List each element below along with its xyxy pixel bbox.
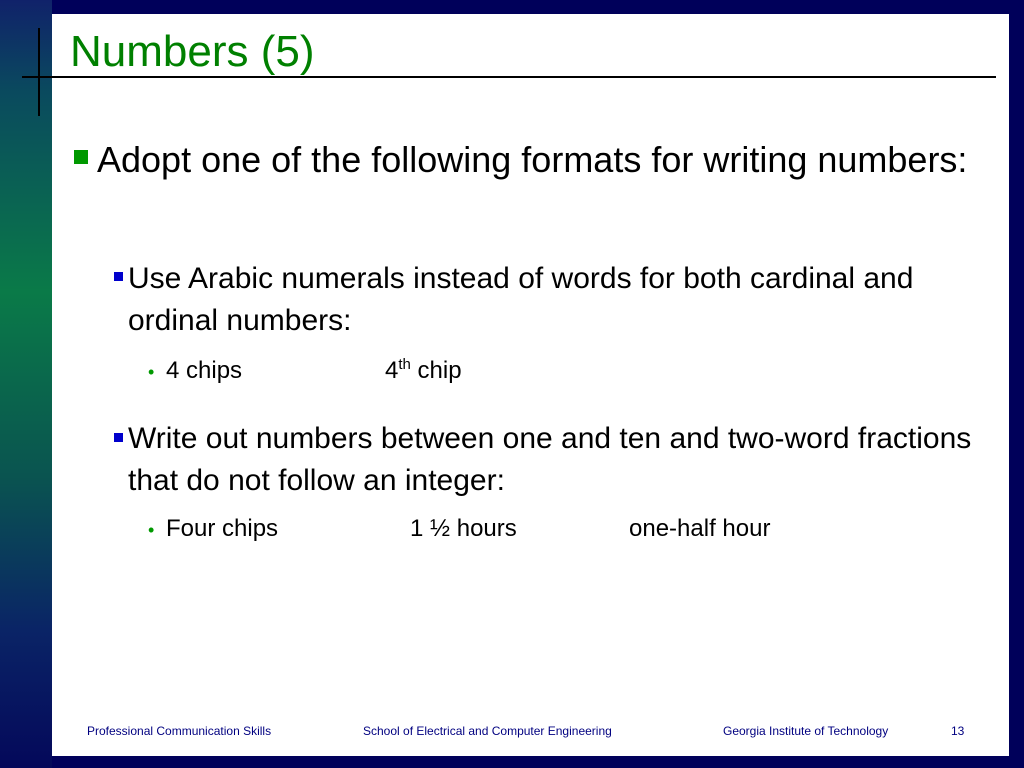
example-cardinal: 4 chips bbox=[166, 357, 243, 384]
slide-title: Numbers (5) bbox=[70, 27, 315, 76]
footer-school: School of Electrical and Computer Engineering bbox=[363, 724, 612, 738]
bullet-dot-icon: • bbox=[148, 520, 155, 540]
example-two-word-fraction: one-half hour bbox=[629, 515, 771, 542]
page-number: 13 bbox=[951, 724, 965, 738]
subpoint-text-2: Write out numbers between one and ten and two-word fractions that do not follow an integer: bbox=[128, 422, 972, 497]
bullet-dot-icon: • bbox=[148, 362, 155, 382]
ordinal-number: 4 bbox=[385, 357, 399, 384]
ordinal-word: chip bbox=[417, 357, 462, 384]
footer-course: Professional Communication Skills bbox=[87, 724, 272, 738]
footer-institute: Georgia Institute of Technology bbox=[723, 724, 889, 738]
ordinal-suffix: th bbox=[398, 356, 411, 373]
example-mixed-fraction bbox=[410, 514, 517, 544]
example-words: Four chips bbox=[166, 515, 279, 542]
fraction-word: hours bbox=[456, 515, 517, 542]
subpoint-text-1: Use Arabic numerals instead of words for both cardinal and ordinal numbers: bbox=[128, 262, 914, 337]
main-bullet-text: Adopt one of the following formats for writing numbers: bbox=[97, 139, 968, 180]
example-ordinal bbox=[385, 356, 462, 386]
bullet-square-small-icon bbox=[114, 272, 123, 281]
bullet-square-small-icon bbox=[114, 433, 123, 442]
bullet-square-icon bbox=[74, 150, 88, 164]
fraction-integer: 1 bbox=[410, 515, 424, 542]
fraction-symbol: ½ bbox=[430, 515, 451, 542]
